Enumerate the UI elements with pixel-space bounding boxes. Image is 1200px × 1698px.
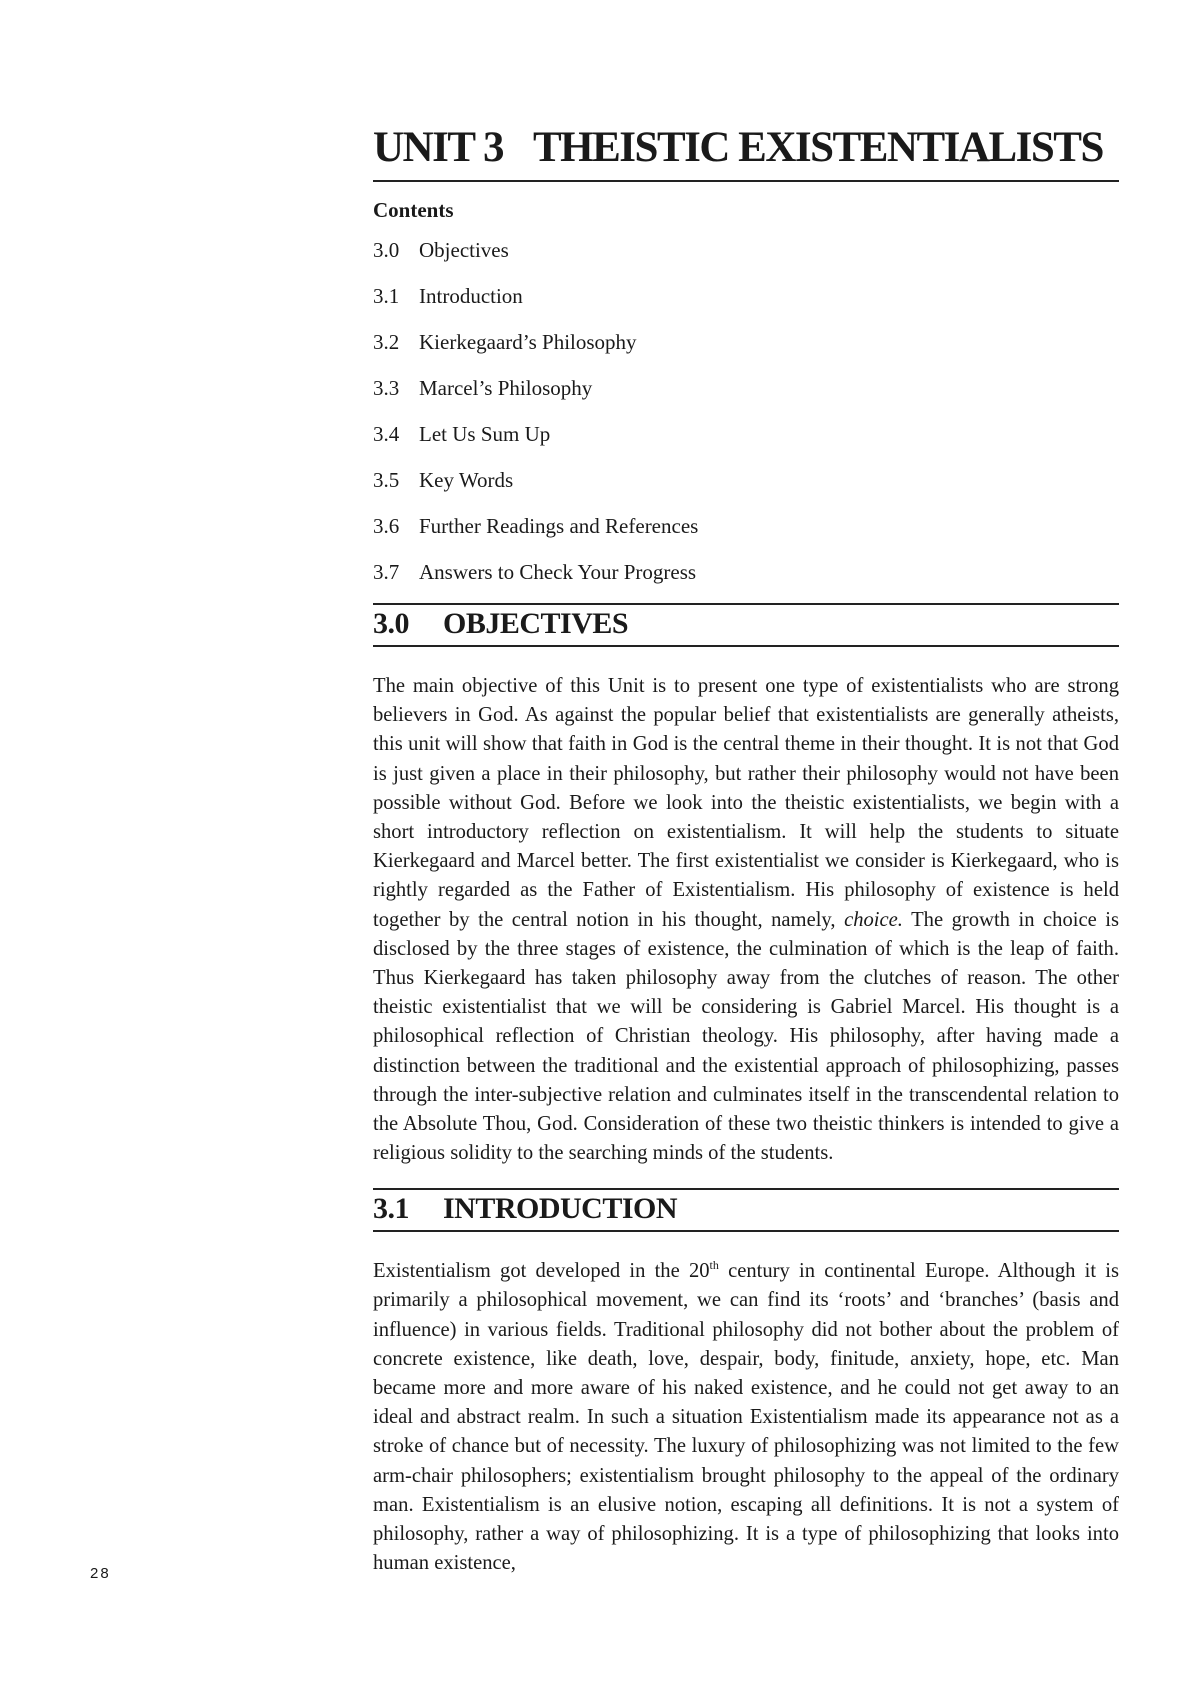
toc-item-number: 3.2	[373, 330, 400, 354]
unit-title-text: THEISTIC EXISTENTIALISTS	[533, 124, 1103, 171]
table-of-contents	[373, 227, 1119, 595]
objectives-paragraph	[373, 672, 1119, 1168]
section-number: 3.1	[373, 1192, 409, 1226]
toc-item-label: Marcel’s Philosophy	[419, 376, 593, 400]
toc-item-label: Introduction	[419, 284, 523, 308]
section-number: 3.0	[373, 607, 409, 640]
toc-item-number: 3.5	[373, 468, 400, 492]
toc-item-number: 3.1	[373, 284, 400, 308]
toc-item-number: 3.7	[373, 560, 400, 584]
toc-item	[373, 411, 1119, 457]
section-heading-objectives	[373, 603, 1119, 647]
section-heading-introduction	[373, 1188, 1119, 1232]
toc-item-number: 3.0	[373, 238, 400, 262]
toc-item-label: Answers to Check Your Progress	[419, 560, 697, 584]
paragraph-text: The growth in choice is disclosed by the three stages of existence, the culmination of which is the leap of faith. Thus Kierkegaard has taken philosophy away from the clutches of reason. The other theistic existentialist that we will be considering is Gabriel Marcel. His thought is a philosophical reflection of Christian theology. His philosophy, after having made a distinction between the traditional and the existential approach of philosophizing, passes through the inter-subjective relation and culminates itself in the transcendental relation to the Absolute Thou, God. Consideration of these two theistic thinkers is intended to give a religious solidity to the searching minds of the students.	[373, 908, 1119, 1165]
toc-item	[373, 365, 1119, 411]
toc-item-label: Kierkegaard’s Philosophy	[419, 330, 637, 354]
page-content	[373, 120, 1119, 1578]
paragraph-text: century in continental Europe. Although it is primarily a philosophical movement, we can find its ‘roots’ and ‘branches’ (basis and influence) in various fields. Traditional philosophy did not bother about the problem of concrete existence, like death, love, despair, body, finitude, anxiety, hope, etc. Man became more and more aware of his naked existence, and he could not get away to an ideal and abstract realm. In such a situation Existentialism made its appearance not as a stroke of chance but of necessity. The luxury of philosophizing was not limited to the few arm-chair philosophers; existentialism brought philosophy to the appeal of the ordinary man. Existentialism is an elusive notion, escaping all definitions. It is not a system of philosophy, rather a way of philosophizing. It is a type of philosophizing that looks into human existence,	[373, 1260, 1120, 1575]
contents-heading: Contents	[373, 198, 454, 222]
paragraph-text: The main objective of this Unit is to present one type of existentialists who are strong believers in God. As against the popular belief that existentialists are generally atheists, this unit will show that faith in God is the central theme in their thought. It is not that God is just given a place in their philosophy, but rather their philosophy would not have been possible without God. Before we look into the theistic existentialists, we begin with a short introductory reflection on existentialism. It will help the students to situate Kierkegaard and Marcel better. The first existentialist we consider is Kierkegaard, who is rightly regarded as the Father of Existentialism. His philosophy of existence is held together by the central notion in his thought, namely,	[373, 674, 1119, 931]
section-title: INTRODUCTION	[443, 1192, 678, 1226]
toc-item	[373, 227, 1119, 273]
toc-item	[373, 273, 1119, 319]
toc-item	[373, 457, 1119, 503]
toc-item-number: 3.3	[373, 376, 400, 400]
toc-item-label: Let Us Sum Up	[419, 422, 551, 446]
toc-item	[373, 549, 1119, 595]
section-title: OBJECTIVES	[443, 607, 629, 640]
toc-item-label: Further Readings and References	[419, 514, 699, 538]
introduction-paragraph	[373, 1257, 1119, 1578]
toc-item-number: 3.6	[373, 514, 400, 538]
unit-title	[373, 120, 1119, 182]
paragraph-text: Existentialism got developed in the 20	[373, 1260, 710, 1283]
toc-item	[373, 503, 1119, 549]
toc-item	[373, 319, 1119, 365]
superscript: th	[709, 1258, 719, 1273]
toc-item-number: 3.4	[373, 422, 400, 446]
toc-item-label: Objectives	[419, 238, 509, 262]
emphasized-word: choice.	[844, 908, 903, 931]
unit-number: UNIT 3	[373, 124, 503, 171]
toc-item-label: Key Words	[419, 468, 514, 492]
page-number: 28	[90, 1565, 111, 1582]
